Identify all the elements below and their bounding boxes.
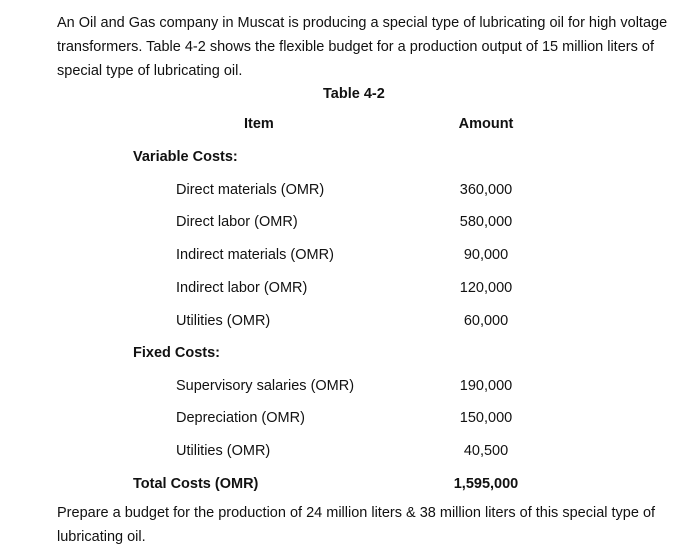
fixed-costs-label: Fixed Costs:	[133, 345, 221, 361]
row-item: Supervisory salaries (OMR)	[176, 378, 355, 394]
row-item: Indirect labor (OMR)	[176, 280, 308, 296]
row-amount: 120,000	[459, 280, 513, 296]
variable-costs-label: Variable Costs:	[133, 149, 238, 165]
header-amount: Amount	[458, 116, 514, 132]
row-item: Utilities (OMR)	[176, 443, 271, 459]
question-paragraph: Prepare a budget for the production of 24 million liters & 38 million liters of this special type of lubricating oil.	[57, 505, 656, 545]
row-amount: 40,500	[463, 443, 509, 459]
total-costs-label: Total Costs (OMR)	[133, 476, 259, 492]
row-item: Indirect materials (OMR)	[176, 247, 334, 263]
total-costs-amount: 1,595,000	[453, 476, 519, 492]
intro-paragraph: An Oil and Gas company in Muscat is producing a special type of lubricating oil for high voltage transformers. Table 4-2 shows the flexible budget for a production output of 15 million liters of special type of lubricating oil.	[57, 15, 668, 79]
row-amount: 580,000	[459, 214, 513, 230]
row-item: Depreciation (OMR)	[176, 410, 305, 426]
header-item: Item	[244, 116, 274, 132]
row-item: Direct labor (OMR)	[176, 214, 298, 230]
row-amount: 150,000	[459, 410, 513, 426]
row-item: Direct materials (OMR)	[176, 182, 325, 198]
row-amount: 360,000	[459, 182, 513, 198]
row-amount: 190,000	[459, 378, 513, 394]
row-item: Utilities (OMR)	[176, 313, 271, 329]
row-amount: 90,000	[463, 247, 509, 263]
row-amount: 60,000	[463, 313, 509, 329]
table-title: Table 4-2	[323, 86, 385, 102]
